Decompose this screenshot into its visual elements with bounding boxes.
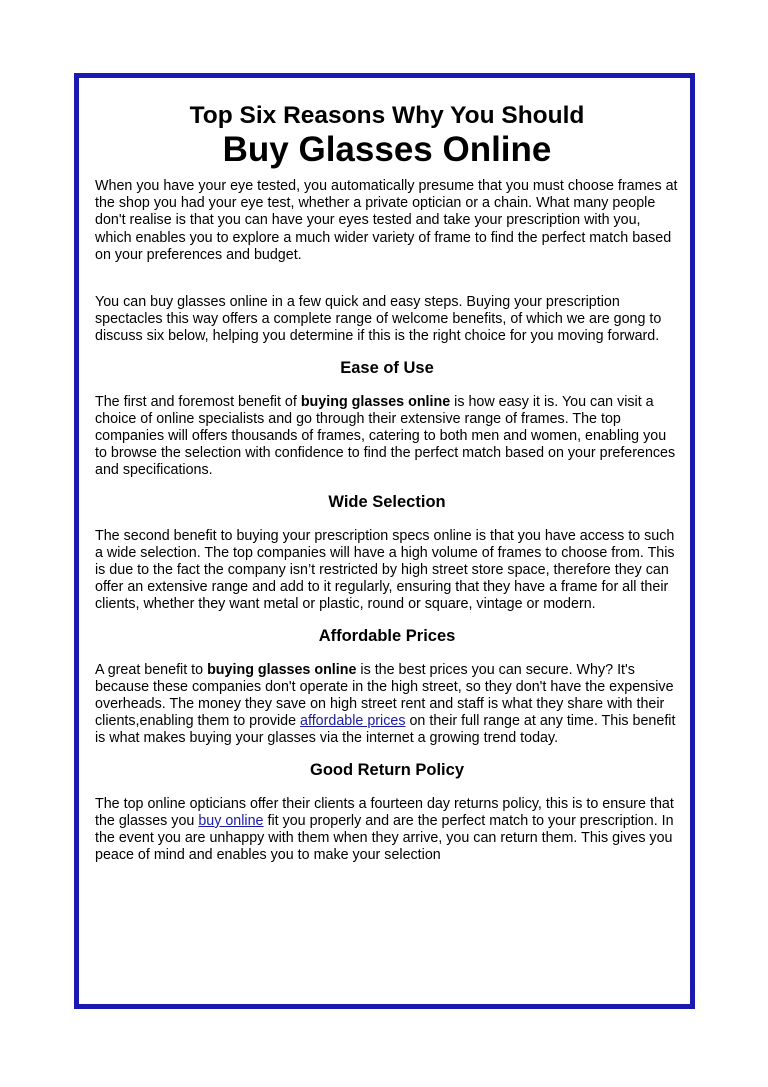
- paragraph-affordable-prices: [95, 662, 679, 748]
- heading-affordable-prices: Affordable Prices: [318, 626, 456, 645]
- title-line-2: Buy Glasses Online: [222, 130, 552, 169]
- heading-wide-selection: Wide Selection: [328, 492, 446, 511]
- paragraph-wide-selection: The second benefit to buying your prescription specs online is that you have access to such a wide selection. The top companies will have a high volume of frames to choose from. This is due to the fact the company isn’t restricted by high street store space, therefore they can offer an extensive range and add to it regularly, ensuring that they have a frame for all their clients, whether they want metal or plastic, round or square, vintage or modern.: [95, 527, 675, 613]
- text-run: The first and foremost benefit of: [95, 393, 301, 410]
- text-run: on their full range at any time. This benefit is what makes buying your glasses via the internet a growing trend today.: [95, 713, 676, 747]
- text-run: A great benefit to: [95, 661, 208, 678]
- buy-online-link[interactable]: buy online: [198, 812, 264, 829]
- bold-phrase: buying glasses online: [207, 661, 357, 678]
- bold-phrase: buying glasses online: [300, 393, 451, 410]
- title-line-1: Top Six Reasons Why You Should: [189, 102, 585, 129]
- intro-paragraph-2: You can buy glasses online in a few quick and easy steps. Buying your prescription spectacles this way offers a complete range of welcome benefits, of which we are gong to discuss six below, helping you determine if this is the right choice for you moving forward.: [95, 294, 662, 345]
- text-run: is how easy it is. You can visit a choice of online specialists and go through their extensive range of frames. The top companies will offers thousands of frames, catering to both men and women, enabling you to browse the selection with confidence to find the perfect match based on your preferences and specifications.: [95, 393, 676, 479]
- heading-ease-of-use: Ease of Use: [340, 358, 434, 377]
- paragraph-ease-of-use: [95, 394, 679, 480]
- paragraph-good-return-policy: [95, 796, 679, 865]
- page-border: [74, 73, 695, 1009]
- text-run: fit you properly and are the perfect match to your prescription. In the event you are unhappy with them when they arrive, you can return them. This gives you peace of mind and enables you to make your selection: [95, 812, 674, 864]
- text-run: The top online opticians offer their clients a fourteen day returns policy, this is to ensure that the glasses you: [95, 795, 674, 829]
- document-body: [95, 96, 679, 864]
- affordable-prices-link[interactable]: affordable prices: [300, 713, 406, 730]
- text-run: is the best prices you can secure. Why? It's because these companies don't operate in the high street, so they don't have the expensive overheads. The money they save on high street rent and staff is what they share with their clients,enabling them to provide: [95, 661, 674, 730]
- heading-good-return-policy: Good Return Policy: [309, 760, 464, 779]
- intro-paragraph-1: When you have your eye tested, you automatically presume that you must choose frames at the shop you had your eye test, whether a private optician or a chain. What many people don't realise is that you can have your eyes tested and take your prescription with you, which enables you to explore a much wider variety of frame to find the perfect match based on your preferences and budget.: [95, 178, 678, 263]
